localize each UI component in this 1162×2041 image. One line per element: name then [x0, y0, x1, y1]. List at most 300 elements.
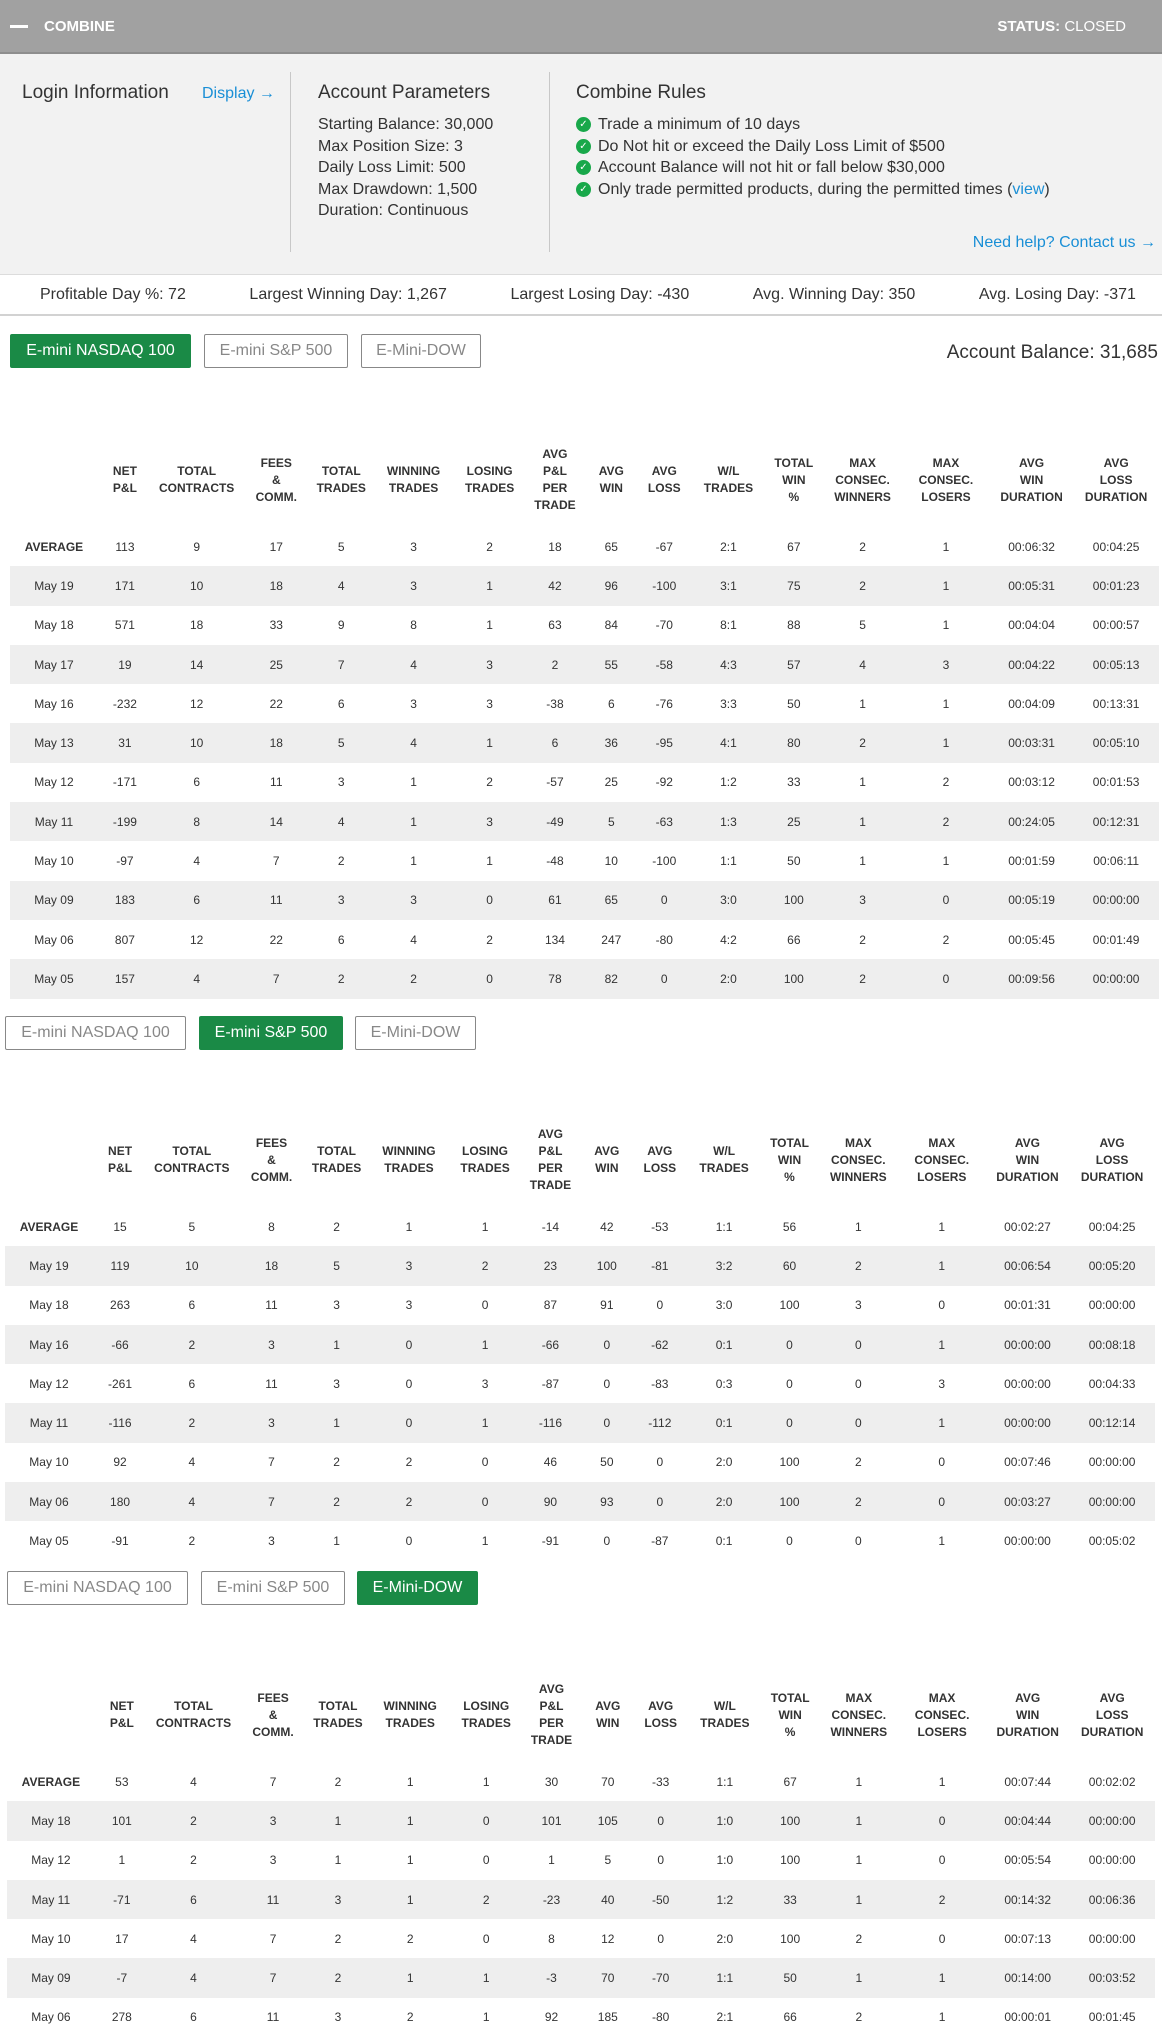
cell-max-consec-winners: 3: [823, 881, 902, 920]
cell-max-consec-winners: 0: [854, 1534, 862, 1549]
combine-header: [0, 0, 1162, 54]
cell-avg-loss-duration: 00:05:20: [1069, 1246, 1155, 1285]
cell-max-consec-winners: 3: [854, 1298, 862, 1313]
cell-avg-loss-duration: 00:12:14: [1069, 1403, 1155, 1442]
cell-avg-loss-duration: 00:04:25: [1092, 539, 1140, 554]
cell-losing-trades: 1: [451, 1325, 519, 1364]
column-header-avg-win: AVG WIN: [595, 1699, 621, 1730]
cell-fees-comm: 11: [241, 881, 311, 920]
cell-avg-pnl-per-trade: 1: [548, 1853, 555, 1868]
cell-row-label: May 06: [5, 1482, 93, 1521]
cell-fees-comm: 7: [238, 1958, 308, 1997]
cell-avg-win: 40: [583, 1880, 633, 1919]
cell-winning-trades: 3: [405, 1298, 413, 1313]
cell-total-contracts: 10: [147, 1246, 236, 1285]
cell-total-contracts: 4: [149, 1958, 238, 1997]
column-header-total-win-pct: TOTAL WIN %: [770, 1690, 810, 1739]
login-information-title: Login Information: [22, 82, 169, 103]
column-header-avg-loss-duration: AVG LOSS DURATION: [1080, 1690, 1144, 1739]
cell-avg-loss-duration: 00:01:53: [1092, 775, 1140, 790]
table-row: [7, 1998, 1155, 2037]
cell-avg-loss: -95: [636, 723, 692, 762]
cell-avg-loss: 0: [636, 959, 692, 998]
cell-avg-win: 12: [601, 1931, 615, 1946]
cell-losing-trades: 0: [482, 1853, 490, 1868]
cell-row-label: May 18: [29, 1298, 69, 1313]
cell-winning-trades: 1: [406, 1774, 414, 1789]
cell-total-contracts: 10: [152, 723, 241, 762]
section-title: COMBINE: [44, 17, 115, 35]
cell-max-consec-losers: 1: [942, 696, 950, 711]
cell-total-contracts: 4: [193, 854, 200, 869]
cell-avg-loss-duration: 00:01:23: [1073, 566, 1159, 605]
cell-total-win-pct: 100: [780, 1853, 801, 1868]
cell-max-consec-losers: 1: [898, 1246, 986, 1285]
cell-losing-trades: 0: [452, 1801, 520, 1840]
cell-row-label: May 17: [10, 645, 98, 684]
param-line: Daily Loss Limit: 500: [318, 159, 466, 176]
cell-max-consec-winners: 0: [819, 1403, 898, 1442]
cell-wl-trades: 3:3: [720, 696, 737, 711]
cell-avg-win: 0: [603, 1376, 611, 1391]
cell-max-consec-losers: 0: [938, 1455, 946, 1470]
cell-avg-win-duration: 00:14:32: [986, 1880, 1069, 1919]
cell-total-trades: 5: [306, 1246, 366, 1285]
cell-avg-win: 0: [603, 1534, 611, 1549]
cell-avg-pnl-per-trade: 2: [523, 645, 586, 684]
cell-total-trades: 2: [306, 1482, 366, 1521]
cell-max-consec-winners: 2: [819, 1246, 898, 1285]
cell-total-contracts: 2: [147, 1403, 236, 1442]
table-row: [5, 1286, 1155, 1325]
cell-avg-loss: 0: [633, 1801, 689, 1840]
cell-avg-win: 5: [587, 802, 637, 841]
cell-avg-loss: -50: [633, 1880, 689, 1919]
cell-avg-loss-duration: 00:03:52: [1069, 1958, 1155, 1997]
cell-total-contracts: 10: [152, 566, 241, 605]
cell-winning-trades: 0: [367, 1403, 452, 1442]
cell-losing-trades: 2: [486, 775, 493, 790]
cell-losing-trades: 3: [481, 1376, 489, 1391]
cell-wl-trades: 1:1: [716, 1774, 734, 1789]
cell-avg-loss-duration: 00:02:02: [1088, 1774, 1136, 1789]
cell-fees-comm: 17: [269, 539, 283, 554]
cell-losing-trades: 1: [482, 1774, 490, 1789]
cell-winning-trades: 0: [405, 1534, 413, 1549]
cell-max-consec-winners: 1: [859, 854, 866, 869]
cell-row-label: May 19: [10, 566, 98, 605]
cell-total-contracts: 4: [190, 1931, 197, 1946]
cell-total-trades: 1: [306, 1403, 366, 1442]
cell-avg-loss-duration: 00:00:00: [1069, 1482, 1155, 1521]
table-header-row: [10, 433, 1159, 527]
table-row: [10, 920, 1159, 959]
cell-total-trades: 3: [311, 881, 371, 920]
cell-max-consec-winners: 2: [823, 959, 902, 998]
cell-avg-loss: -70: [633, 1958, 689, 1997]
cell-net-pnl: -91: [111, 1534, 129, 1549]
cell-fees-comm: 3: [237, 1325, 307, 1364]
cell-avg-win-duration: 00:03:31: [990, 723, 1073, 762]
tab-dow[interactable]: E-Mini-DOW: [355, 1016, 476, 1050]
cell-avg-win: 91: [600, 1298, 614, 1313]
cell-net-pnl: -261: [108, 1376, 133, 1391]
stat-avg-winning-day: Avg. Winning Day: 350: [752, 285, 916, 303]
cell-max-consec-winners: 0: [819, 1325, 898, 1364]
cell-total-win-pct: 100: [779, 1298, 800, 1313]
cell-wl-trades: 4:2: [720, 932, 737, 947]
cell-losing-trades: 3: [456, 802, 524, 841]
cell-fees-comm: 18: [237, 1246, 307, 1285]
cell-avg-win-duration: 00:09:56: [990, 959, 1073, 998]
cell-fees-comm: 22: [269, 696, 283, 711]
cell-losing-trades: 1: [451, 1403, 519, 1442]
cell-avg-loss-duration: 00:12:31: [1073, 802, 1159, 841]
cell-total-trades: 2: [311, 959, 371, 998]
cell-max-consec-winners: 2: [855, 2010, 863, 2025]
cell-wl-trades: 1:2: [720, 775, 737, 790]
cell-total-trades: 2: [334, 1774, 342, 1789]
cell-winning-trades: 3: [410, 696, 417, 711]
cell-avg-pnl-per-trade: 8: [548, 1931, 555, 1946]
cell-total-win-pct: 50: [761, 1958, 820, 1997]
cell-max-consec-losers: 1: [898, 1958, 986, 1997]
cell-total-trades: 1: [333, 1534, 340, 1549]
info-panel: [0, 54, 1162, 275]
cell-net-pnl: 119: [93, 1246, 147, 1285]
cell-winning-trades: 0: [367, 1325, 452, 1364]
cell-max-consec-losers: 2: [902, 802, 990, 841]
tab-nasdaq[interactable]: E-mini NASDAQ 100: [7, 1571, 188, 1605]
column-header-fees-comm: FEES & COMM.: [250, 1135, 293, 1184]
cell-losing-trades: 1: [481, 1219, 489, 1234]
cell-avg-pnl-per-trade: 42: [523, 566, 586, 605]
display-link[interactable]: Display →: [202, 85, 275, 102]
cell-max-consec-winners: 0: [854, 1376, 862, 1391]
cell-avg-win: 65: [604, 539, 618, 554]
cell-wl-trades: 1:1: [720, 854, 737, 869]
tab-dow[interactable]: E-Mini-DOW: [361, 334, 481, 368]
cell-total-win-pct: 50: [787, 696, 801, 711]
cell-max-consec-losers: 1: [942, 618, 950, 633]
cell-winning-trades: 2: [406, 2010, 414, 2025]
cell-total-contracts: 4: [147, 1482, 236, 1521]
cell-max-consec-losers: 3: [902, 645, 990, 684]
tab-nasdaq[interactable]: E-mini NASDAQ 100: [5, 1016, 186, 1050]
cell-avg-win: 25: [604, 775, 618, 790]
cell-avg-loss-duration: 00:00:00: [1073, 959, 1159, 998]
account-balance: Account Balance: 31,685: [946, 342, 1158, 363]
cell-avg-win-duration: 00:06:32: [1008, 539, 1055, 554]
cell-max-consec-losers: 0: [898, 1482, 986, 1521]
cell-winning-trades: 4: [371, 723, 456, 762]
cell-losing-trades: 3: [456, 645, 524, 684]
cell-wl-trades: 4:3: [692, 645, 764, 684]
table-row: [10, 802, 1159, 841]
table-row: [5, 1364, 1155, 1403]
rule-item: ✓ Only trade permitted products, during the permitted times ( view ): [576, 179, 1050, 201]
cell-fees-comm: 22: [269, 932, 283, 947]
contact-help-link[interactable]: Need help? Contact us →: [972, 234, 1156, 251]
tab-nasdaq[interactable]: E-mini NASDAQ 100: [10, 334, 191, 368]
cell-losing-trades: 1: [482, 2010, 490, 2025]
cell-total-win-pct: 33: [787, 775, 801, 790]
stat-largest-winning-day: Largest Winning Day: 1,267: [249, 285, 447, 303]
column-header-avg-loss: AVG LOSS: [647, 464, 681, 495]
column-header-fees-comm: FEES & COMM.: [252, 1690, 294, 1739]
cell-fees-comm: 18: [241, 566, 311, 605]
cell-total-trades: 2: [333, 1455, 340, 1470]
cell-total-trades: 3: [334, 2010, 342, 2025]
cell-max-consec-losers: 0: [938, 1853, 946, 1868]
cell-fees-comm: 11: [265, 1376, 278, 1391]
rule-item: ✓ Trade a minimum of 10 days: [576, 114, 1050, 136]
cell-fees-comm: 33: [269, 618, 283, 633]
tab-sp500[interactable]: E-mini S&P 500: [199, 1016, 343, 1050]
cell-row-label: May 10: [34, 854, 74, 869]
cell-avg-pnl-per-trade: 90: [519, 1482, 582, 1521]
cell-avg-loss: 0: [656, 1298, 664, 1313]
cell-row-label: May 12: [31, 1853, 71, 1868]
cell-fees-comm: 7: [269, 1931, 277, 1946]
cell-total-trades: 5: [337, 539, 345, 554]
cell-avg-win: 84: [604, 618, 618, 633]
cell-winning-trades: 1: [410, 775, 417, 790]
cell-net-pnl: 101: [95, 1801, 149, 1840]
cell-avg-loss-duration: 00:00:00: [1088, 1931, 1136, 1946]
cell-avg-win-duration: 00:07:46: [1004, 1455, 1051, 1470]
cell-losing-trades: 1: [481, 1534, 489, 1549]
cell-fees-comm: 3: [269, 1853, 277, 1868]
column-header-max-consec-winners: MAX CONSEC. WINNERS: [829, 1135, 887, 1184]
column-header-avg-pnl-per-trade: AVG P&L PER TRADE: [529, 1127, 572, 1192]
table-header-row: [5, 1113, 1155, 1207]
column-header-avg-pnl-per-trade: AVG P&L PER TRADE: [530, 1682, 573, 1747]
cell-avg-pnl-per-trade: 92: [544, 2010, 559, 2025]
view-link[interactable]: view: [1012, 180, 1045, 198]
cell-avg-loss-duration: 00:00:00: [1088, 1455, 1136, 1470]
cell-winning-trades: 3: [367, 1246, 452, 1285]
cell-total-contracts: 14: [152, 645, 241, 684]
cell-total-contracts: 5: [188, 1219, 196, 1234]
cell-avg-loss: -112: [632, 1403, 688, 1442]
cell-avg-pnl-per-trade: 23: [519, 1246, 582, 1285]
column-header-max-consec-losers: MAX CONSEC. LOSERS: [918, 455, 974, 504]
param-line: Max Position Size: 3: [318, 137, 463, 155]
cell-avg-loss: -100: [636, 566, 692, 605]
cell-avg-loss-duration: 00:04:25: [1088, 1219, 1136, 1234]
cell-max-consec-losers: 0: [898, 1801, 986, 1840]
tab-sp500[interactable]: E-mini S&P 500: [201, 1571, 345, 1605]
cell-losing-trades: 3: [486, 696, 493, 711]
cell-max-consec-winners: 4: [823, 645, 902, 684]
column-header-wl-trades: W/L TRADES: [700, 1699, 750, 1730]
cell-max-consec-losers: 1: [942, 539, 950, 554]
cell-winning-trades: 0: [405, 1376, 413, 1391]
cell-fees-comm: 8: [268, 1219, 275, 1234]
cell-losing-trades: 2: [452, 1880, 520, 1919]
cell-net-pnl: 157: [98, 959, 152, 998]
cell-total-win-pct: 66: [783, 2010, 797, 2025]
cell-avg-loss: -70: [655, 618, 673, 633]
column-header-max-consec-losers: MAX CONSEC. LOSERS: [914, 1135, 970, 1184]
cell-avg-win-duration: 00:05:45: [1008, 932, 1055, 947]
tab-sp500[interactable]: E-mini S&P 500: [204, 334, 348, 368]
cell-total-win-pct: 100: [765, 881, 824, 920]
column-header-avg-loss-duration: AVG LOSS DURATION: [1080, 1135, 1144, 1184]
cell-avg-loss: -100: [652, 854, 677, 869]
cell-avg-win: 82: [587, 959, 637, 998]
cell-avg-loss-duration: 00:00:00: [1088, 1298, 1136, 1313]
column-header-fees-comm: FEES & COMM.: [255, 455, 297, 504]
cell-wl-trades: 2:1: [720, 539, 737, 554]
cell-total-win-pct: 75: [765, 566, 824, 605]
combine-rules-title: Combine Rules: [576, 82, 706, 103]
cell-wl-trades: 4:1: [692, 723, 764, 762]
cell-net-pnl: 183: [98, 881, 152, 920]
cell-avg-pnl-per-trade: 46: [543, 1455, 558, 1470]
cell-total-contracts: 6: [193, 775, 200, 790]
column-header-total-contracts: TOTAL CONTRACTS: [154, 1144, 230, 1175]
column-header-total-trades: TOTAL TRADES: [311, 1144, 362, 1175]
cell-avg-win-duration: 00:14:00: [986, 1958, 1069, 1997]
cell-fees-comm: 3: [237, 1403, 307, 1442]
cell-avg-loss-duration: 00:00:00: [1073, 881, 1159, 920]
cell-avg-pnl-per-trade: -116: [519, 1403, 582, 1442]
cell-row-label: May 06: [34, 932, 74, 947]
cell-row-label: May 11: [10, 802, 98, 841]
cell-net-pnl: 1: [118, 1853, 126, 1868]
cell-avg-loss-duration: 00:00:00: [1088, 1853, 1136, 1868]
table-row: [7, 1958, 1155, 1997]
cell-fees-comm: 7: [268, 1455, 275, 1470]
cell-avg-loss: 0: [657, 1931, 665, 1946]
cell-max-consec-winners: 1: [823, 802, 902, 841]
cell-total-win-pct: 57: [765, 645, 824, 684]
column-header-row-label: [7, 1668, 95, 1762]
cell-max-consec-winners: 2: [859, 539, 866, 554]
status-indicator: STATUS: CLOSED: [997, 17, 1126, 35]
cell-total-trades: 9: [337, 618, 345, 633]
cell-fees-comm: 11: [266, 2010, 280, 2025]
cell-winning-trades: 4: [371, 645, 456, 684]
cell-row-label: May 18: [7, 1801, 95, 1840]
cell-row-label: May 06: [31, 2010, 71, 2025]
tab-dow[interactable]: E-Mini-DOW: [357, 1571, 478, 1605]
table-row: [5, 1325, 1155, 1364]
cell-total-trades: 1: [308, 1801, 368, 1840]
table-row: [5, 1403, 1155, 1442]
cell-avg-loss: -33: [652, 1774, 670, 1789]
average-row: [7, 1762, 1155, 1801]
column-header-winning-trades: WINNING TRADES: [382, 1144, 436, 1175]
cell-total-trades: 4: [311, 802, 371, 841]
cell-losing-trades: 1: [486, 618, 493, 633]
cell-total-trades: 6: [337, 932, 345, 947]
cell-winning-trades: 8: [410, 618, 417, 633]
cell-total-win-pct: 100: [779, 1455, 800, 1470]
cell-avg-win-duration: 00:00:00: [986, 1325, 1069, 1364]
divider: [549, 72, 550, 252]
cell-net-pnl: 92: [113, 1455, 127, 1470]
table-row: [5, 1521, 1155, 1560]
cell-losing-trades: 0: [451, 1482, 519, 1521]
cell-max-consec-losers: 1: [938, 1774, 946, 1789]
cell-avg-win-duration: 00:07:44: [1004, 1774, 1052, 1789]
cell-avg-win-duration: 00:04:04: [1008, 618, 1055, 633]
cell-avg-pnl-per-trade: -49: [523, 802, 586, 841]
cell-winning-trades: 1: [368, 1801, 452, 1840]
cell-net-pnl: 17: [115, 1931, 129, 1946]
cell-row-label: May 13: [10, 723, 98, 762]
account-parameters-title: Account Parameters: [318, 82, 491, 103]
cell-avg-win: 50: [600, 1455, 614, 1470]
column-header-total-win-pct: TOTAL WIN %: [774, 455, 814, 504]
param-line: Starting Balance: 30,000: [318, 116, 494, 133]
cell-row-label: May 19: [5, 1246, 93, 1285]
cell-max-consec-losers: 0: [902, 959, 990, 998]
cell-total-trades: 3: [333, 1298, 340, 1313]
cell-total-win-pct: 56: [782, 1219, 797, 1234]
cell-avg-loss: -87: [651, 1534, 669, 1549]
column-header-total-trades: TOTAL TRADES: [313, 1699, 363, 1730]
cell-row-label: May 12: [29, 1376, 69, 1391]
cell-avg-pnl-per-trade: 78: [523, 959, 586, 998]
cell-total-contracts: 6: [188, 1298, 196, 1313]
cell-total-contracts: 6: [188, 1376, 196, 1391]
cell-net-pnl: 31: [98, 723, 152, 762]
table-row: [10, 881, 1159, 920]
cell-total-contracts: 2: [147, 1325, 236, 1364]
cell-avg-loss-duration: 00:13:31: [1092, 696, 1140, 711]
table-row: [10, 763, 1159, 802]
cell-avg-loss: -62: [632, 1325, 688, 1364]
cell-losing-trades: 0: [481, 1298, 489, 1313]
cell-avg-loss-duration: 00:06:36: [1069, 1880, 1155, 1919]
cell-net-pnl: -66: [93, 1325, 147, 1364]
collapse-icon[interactable]: [10, 25, 28, 28]
cell-avg-win-duration: 00:00:00: [1004, 1376, 1051, 1391]
cell-net-pnl: 19: [98, 645, 152, 684]
cell-avg-pnl-per-trade: 101: [520, 1801, 583, 1840]
column-header-winning-trades: WINNING TRADES: [386, 464, 441, 495]
cell-total-win-pct: 100: [780, 1931, 801, 1946]
cell-max-consec-losers: 1: [898, 1325, 986, 1364]
cell-avg-win: 65: [587, 881, 637, 920]
cell-total-trades: 3: [337, 775, 345, 790]
cell-losing-trades: 0: [456, 959, 524, 998]
cell-avg-loss: -92: [655, 775, 673, 790]
cell-wl-trades: 1:1: [715, 1219, 733, 1234]
cell-total-contracts: 4: [190, 1774, 197, 1789]
cell-avg-pnl-per-trade: 30: [544, 1774, 559, 1789]
cell-avg-pnl-per-trade: -66: [519, 1325, 582, 1364]
cell-max-consec-losers: 1: [942, 854, 950, 869]
cell-avg-win-duration: 00:00:00: [1004, 1534, 1051, 1549]
cell-avg-win-duration: 00:00:01: [1004, 2010, 1052, 2025]
cell-total-trades: 1: [334, 1853, 342, 1868]
cell-total-contracts: 6: [190, 2010, 197, 2025]
cell-row-label: May 05: [10, 959, 98, 998]
cell-winning-trades: 1: [405, 1219, 413, 1234]
cell-avg-win-duration: 00:03:12: [1008, 775, 1055, 790]
cell-max-consec-winners: 1: [819, 1880, 898, 1919]
cell-wl-trades: 3:0: [692, 881, 764, 920]
cell-avg-win: 185: [597, 2010, 618, 2025]
table-row: [7, 1880, 1155, 1919]
cell-winning-trades: 2: [405, 1455, 413, 1470]
cell-winning-trades: 1: [368, 1880, 452, 1919]
